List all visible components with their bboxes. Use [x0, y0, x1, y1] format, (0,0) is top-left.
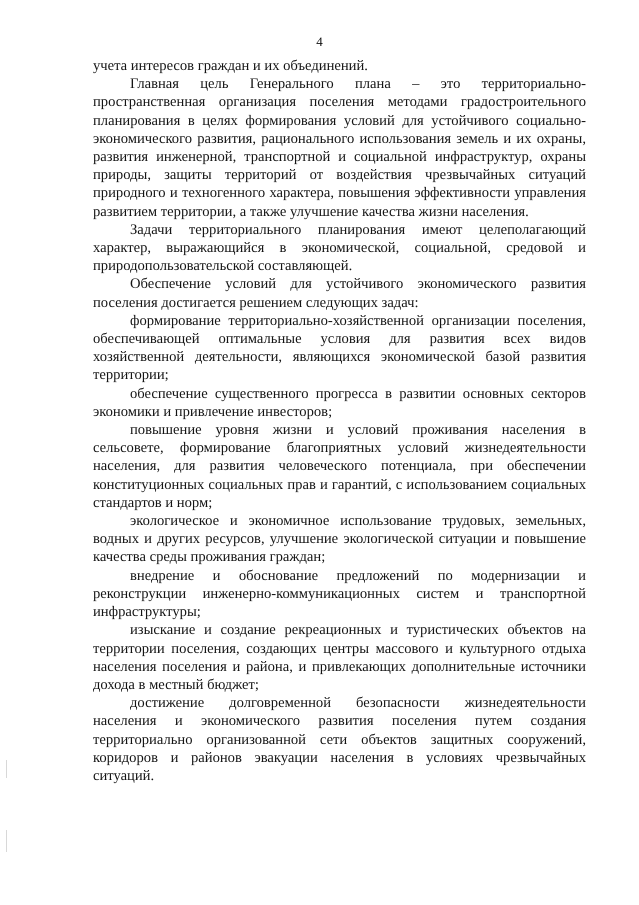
list-item-recreation-tourism: изыскание и создание рекреационных и туристических объектов на территории поселения, создающих центры массового и культурного отдыха населения поселения и района, и привлекающих дополнительные источники дохода в местный бюджет;	[93, 622, 586, 693]
list-item-living-standards: повышение уровня жизни и условий проживания населения в сельсовете, формирование благоприятных условий жизнедеятельности населения, для развития человеческого потенциала, при обеспечении конституционных социальных прав и гарантий, с использованием социальных стандартов и норм;	[93, 422, 586, 511]
paragraph-continuation: учета интересов граждан и их объединений.	[93, 58, 368, 74]
paragraph-planning-tasks: Задачи территориального планирования имеют целеполагающий характер, выражающийся в экономической, социальной, средовой и природопользовательской составляющей.	[93, 221, 586, 275]
list-item-long-term-safety: достижение долговременной безопасности жизнедеятельности населения и экономического развития поселения путем создания территориально организованной сети объектов защитных сооружений, коридоров и районов эвакуации населения в условиях чрезвычайных ситуаций.	[93, 695, 586, 784]
list-item-resource-use: экологическое и экономичное использование трудовых, земельных, водных и других ресурсов, улучшение экологической ситуации и повышение качества среды проживания граждан;	[93, 513, 586, 566]
document-body	[93, 57, 586, 785]
list-item-territorial-organization: формирование территориально-хозяйственной организации поселения, обеспечивающей оптимальные условия для развития всех видов хозяйственной деятельности, являющихся экономической базой развития территории;	[93, 312, 586, 384]
scan-edge-mark	[6, 830, 7, 852]
paragraph-main-goal: Главная цель Генерального плана – это территориально-пространственная организация поселения методами градостроительного планирования в целях формирования условий для устойчивого социально-экономического развития, рационального использования земель и их охраны, развития инженерной, транспортной и социальной инфраструктур, охраны природы, защиты территорий от воздействия чрезвычайных ситуаций природного и техногенного характера, повышения эффективности управления развитием территории, а также улучшение качества жизни населения.	[93, 76, 586, 220]
list-item-sector-progress: обеспечение существенного прогресса в развитии основных секторов экономики и привлечение инвесторов;	[93, 385, 586, 420]
list-item-infrastructure-modernization: внедрение и обоснование предложений по модернизации и реконструкции инженерно-коммуникационных систем и транспортной инфраструктуры;	[93, 567, 586, 621]
page-number: 4	[316, 34, 323, 49]
scan-edge-mark	[6, 760, 7, 778]
paragraph-economic-conditions: Обеспечение условий для устойчивого экономического развития поселения достигается решением следующих задач:	[93, 276, 586, 311]
